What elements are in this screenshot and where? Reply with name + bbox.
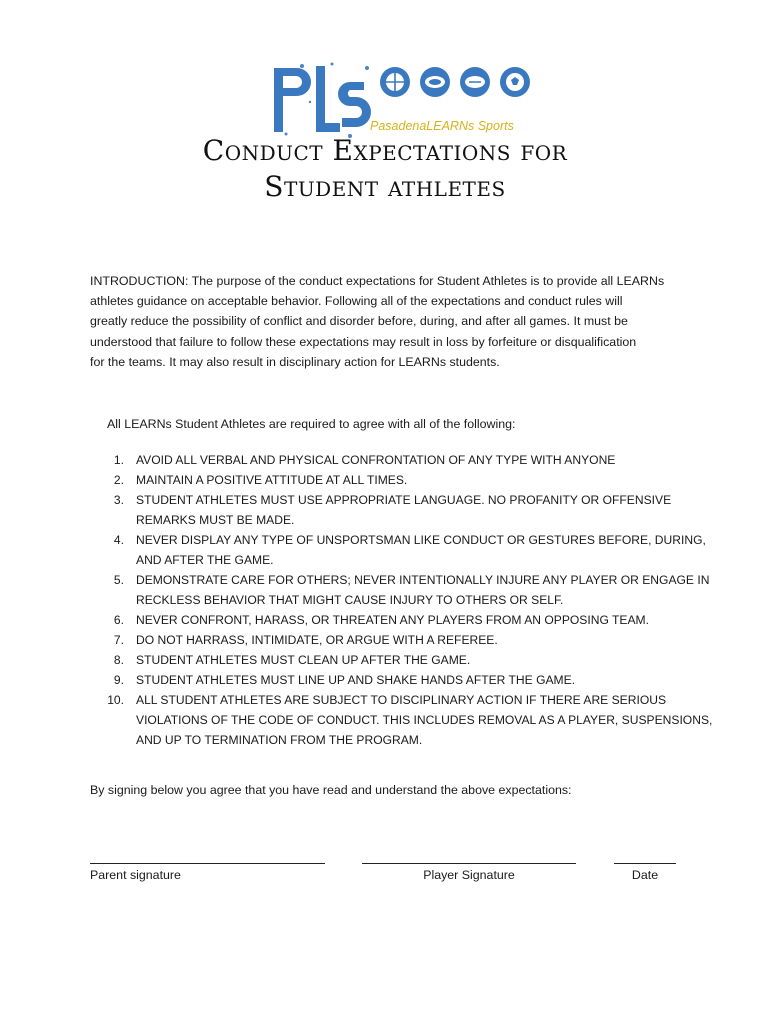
list-item-text: AVOID ALL VERBAL AND PHYSICAL CONFRONTATION OF ANY TYPE WITH ANYONE: [136, 453, 616, 467]
date-line[interactable]: [614, 853, 676, 864]
parent-signature-label: Parent signature: [90, 868, 181, 882]
list-item-text: AND AFTER THE GAME.: [136, 553, 274, 567]
parent-signature-line[interactable]: [90, 853, 325, 864]
list-item: [90, 630, 690, 650]
list-item: [90, 670, 690, 690]
list-item-text: DEMONSTRATE CARE FOR OTHERS; NEVER INTENTIONALLY INJURE ANY PLAYER OR ENGAGE IN: [136, 573, 710, 587]
intro-line: understood that failure to follow these expectations may result in loss by forfeiture or disqualification: [90, 334, 637, 349]
date-block: [614, 853, 676, 882]
player-signature-label: Player Signature: [423, 868, 515, 882]
list-item-text: NEVER DISPLAY ANY TYPE OF UNSPORTSMAN LIKE CONDUCT OR GESTURES BEFORE, DURING,: [136, 533, 706, 547]
list-item: [90, 610, 690, 630]
basketball-icon: [380, 67, 410, 97]
list-item-number: 8.: [113, 653, 124, 667]
list-item-number: 4.: [113, 533, 124, 547]
football-icon: [420, 67, 450, 97]
list-item: [90, 450, 690, 470]
introduction-paragraph: [90, 271, 690, 372]
list-item-number: 1.: [113, 453, 124, 467]
list-item: [90, 690, 713, 750]
list-item-text: VIOLATIONS OF THE CODE OF CONDUCT. THIS INCLUDES REMOVAL AS A PLAYER, SUSPENSIONS,: [136, 713, 713, 727]
logo-tagline: PasadenaLEARNs Sports: [370, 119, 514, 133]
intro-line: greatly reduce the possibility of conflict and disorder before, during, and after all games. It must be: [90, 314, 628, 329]
rules-lead-in: All LEARNs Student Athletes are required to agree with all of the following:: [107, 417, 516, 431]
list-item-text: RECKLESS BEHAVIOR THAT MIGHT CAUSE INJURY TO OTHERS OR SELF.: [136, 593, 564, 607]
list-item: [90, 530, 706, 570]
list-item-text: MAINTAIN A POSITIVE ATTITUDE AT ALL TIMES.: [136, 473, 408, 487]
list-item: [90, 490, 690, 530]
player-signature-block: [362, 853, 576, 882]
list-item-text: STUDENT ATHLETES MUST LINE UP AND SHAKE HANDS AFTER THE GAME.: [136, 673, 576, 687]
parent-signature-block: [90, 853, 325, 882]
list-item-text: REMARKS MUST BE MADE.: [136, 513, 295, 527]
list-item-text: NEVER CONFRONT, HARASS, OR THREATEN ANY PLAYERS FROM AN OPPOSING TEAM.: [136, 613, 649, 627]
document-title-line-1: Conduct Expectations for: [202, 134, 568, 167]
list-item: [90, 570, 710, 610]
soccer-ball-icon: [500, 67, 530, 97]
document-title-line-2: Student athletes: [264, 170, 506, 203]
pls-letters: [274, 66, 371, 132]
list-item-number: 5.: [113, 573, 124, 587]
list-item-number: 7.: [113, 633, 124, 647]
football-icon-2: [460, 67, 490, 97]
pls-logo: [272, 62, 534, 140]
intro-line: athletes guidance on acceptable behavior. Following all of the expectations and conduct rules will: [90, 294, 623, 309]
list-item-text: AND UP TO TERMINATION FROM THE PROGRAM.: [136, 733, 423, 747]
rules-list: [90, 450, 713, 750]
player-signature-line[interactable]: [362, 853, 576, 864]
list-item-text: STUDENT ATHLETES MUST USE APPROPRIATE LANGUAGE. NO PROFANITY OR OFFENSIVE: [136, 493, 672, 507]
list-item: [90, 470, 690, 490]
consent-statement: By signing below you agree that you have read and understand the above expectations:: [90, 783, 572, 797]
date-label: Date: [631, 868, 659, 882]
list-item-number: 3.: [113, 493, 124, 507]
list-item-number: 9.: [113, 673, 124, 687]
list-item-number: 6.: [113, 613, 124, 627]
list-item-text: ALL STUDENT ATHLETES ARE SUBJECT TO DISCIPLINARY ACTION IF THERE ARE SERIOUS: [136, 693, 667, 707]
list-item-number: 2.: [113, 473, 124, 487]
list-item-text: DO NOT HARRASS, INTIMIDATE, OR ARGUE WITH A REFEREE.: [136, 633, 498, 647]
list-item: [90, 650, 690, 670]
intro-line: INTRODUCTION: The purpose of the conduct expectations for Student Athletes is to provide all LEARNs: [90, 274, 665, 288]
list-item-text: STUDENT ATHLETES MUST CLEAN UP AFTER THE GAME.: [136, 653, 471, 667]
intro-line: for the teams. It may also result in disciplinary action for LEARNs students.: [90, 354, 500, 369]
list-item-number: 10.: [107, 693, 124, 707]
